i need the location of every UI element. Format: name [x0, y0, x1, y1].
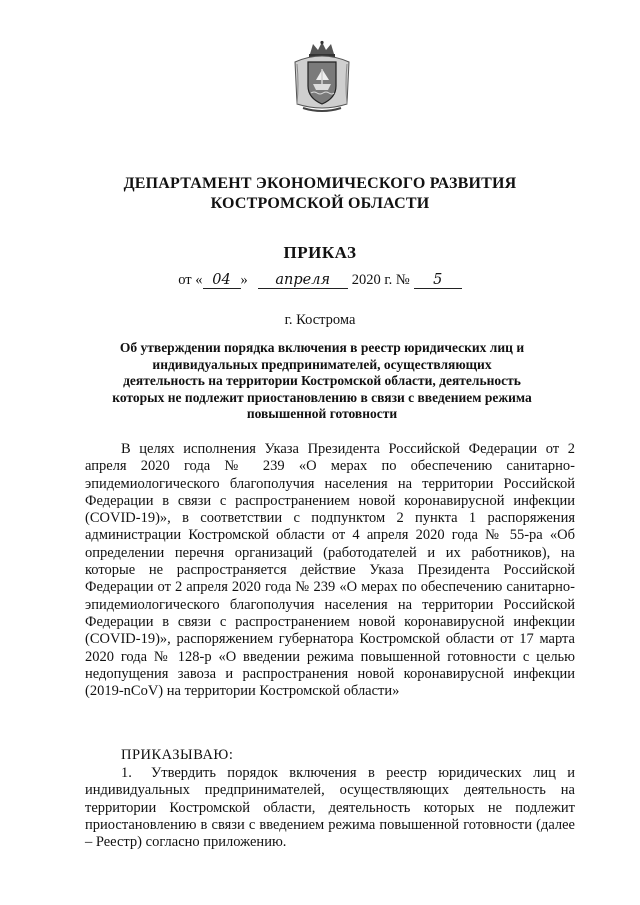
order-item-1	[85, 765, 575, 851]
item-number: 1.	[121, 765, 132, 781]
date-prefix: от «	[178, 272, 203, 288]
kostroma-coat-of-arms-icon	[293, 40, 351, 114]
order-directive: ПРИКАЗЫВАЮ:	[121, 747, 234, 763]
item-text: Утвердить порядок включения в реестр юридических лиц и индивидуальных предпринимателей, осуществляющих деятельность на территории Костромской области, деятельность которых не подлежит приостановлению в связи с введением режима повышенной готовности (далее – Реестр) согласно приложению.	[85, 765, 575, 851]
department-name-line1: ДЕПАРТАМЕНТ ЭКОНОМИЧЕСКОГО РАЗВИТИЯ	[123, 175, 517, 192]
handwritten-month: апреля	[258, 273, 348, 289]
preamble-paragraph: В целях исполнения Указа Президента Российской Федерации от 2 апреля 2020 года № 239 «О мерах по обеспечению санитарно-эпидемиологического благополучия населения на территории Российской Федерации в связи с распространением новой коронавирусной инфекции (COVID-19)», в соответствии с подпунктом 2 пункта 1 распоряжения администрации Костромской области от 4 апреля 2020 года № 55-ра «Об определении перечня организаций (работодателей и их работников), на которые не распространяется действие Указа Президента Российской Федерации от 2 апреля 2020 года № 239 «О мерах по обеспечению санитарно-эпидемиологического благополучия населения на территории Российской Федерации в связи с распространением новой коронавирусной инфекции (COVID-19)», распоряжением губернатора Костромской области от 17 марта 2020 года № 128-р «О введении режима повышенной готовности с целью недопущения завоза и распространения новой коронавирусной инфекции (2019-nCoV) на территории Костромской области»	[85, 441, 575, 700]
handwritten-day: 04	[203, 273, 241, 289]
date-year: 2020 г. №	[351, 272, 410, 288]
department-name-line2: КОСТРОМСКОЙ ОБЛАСТИ	[210, 195, 430, 212]
date-close-quote: »	[240, 272, 248, 288]
city-name: г. Кострома	[284, 312, 356, 328]
document-type-title: ПРИКАЗ	[283, 243, 357, 262]
handwritten-order-number: 5	[414, 273, 462, 289]
order-date-line	[0, 272, 640, 289]
order-subject: Об утверждении порядка включения в реестр юридических лиц и индивидуальных предпринимателей, осуществляющих деятельность на территории Костромской области, деятельность которых не подлежит приостановлению в связи с введением режима повышенной готовности	[112, 340, 532, 421]
